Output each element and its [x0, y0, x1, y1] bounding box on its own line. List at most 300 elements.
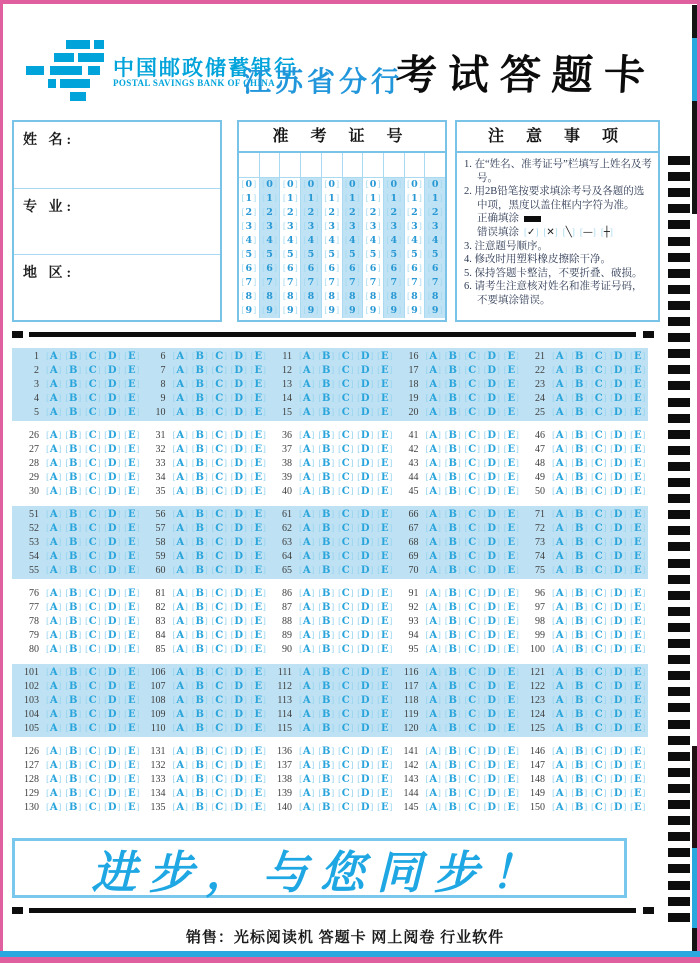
bubble-q66-E[interactable]: [E]	[503, 509, 519, 521]
bubble-q146-D[interactable]: [D]	[610, 746, 627, 758]
bubble-q49-B[interactable]: [B]	[571, 471, 588, 483]
bubble-q14-D[interactable]: [D]	[357, 392, 374, 404]
bubble-q29-C[interactable]: [C]	[84, 471, 101, 483]
bubble-q77-A[interactable]: [A]	[46, 602, 62, 614]
bubble-q71-A[interactable]: [A]	[552, 509, 568, 521]
ticket-digit-c10-0[interactable]: [0]	[427, 179, 443, 190]
bubble-q101-E[interactable]: [E]	[124, 667, 140, 679]
bubble-q126-C[interactable]: [C]	[84, 746, 101, 758]
bubble-q29-E[interactable]: [E]	[124, 471, 140, 483]
bubble-q148-E[interactable]: [E]	[630, 773, 646, 785]
bubble-q85-B[interactable]: [B]	[191, 643, 208, 655]
ticket-digit-c10-4[interactable]: [4]	[427, 235, 443, 246]
bubble-q16-D[interactable]: [D]	[483, 351, 500, 363]
bubble-q59-D[interactable]: [D]	[230, 550, 247, 562]
bubble-q64-A[interactable]: [A]	[299, 550, 315, 562]
bubble-q5-C[interactable]: [C]	[84, 406, 101, 418]
bubble-q60-C[interactable]: [C]	[211, 564, 228, 576]
bubble-q138-D[interactable]: [D]	[357, 773, 374, 785]
ticket-digit-c8-3[interactable]: [3]	[386, 221, 402, 232]
ticket-digit-c8-2[interactable]: [2]	[386, 207, 402, 218]
bubble-q29-D[interactable]: [D]	[104, 471, 121, 483]
bubble-q17-C[interactable]: [C]	[464, 365, 481, 377]
bubble-q93-D[interactable]: [D]	[483, 615, 500, 627]
ticket-digit-c5-7[interactable]: [7]	[324, 277, 340, 288]
bubble-q93-B[interactable]: [B]	[444, 615, 461, 627]
bubble-q87-A[interactable]: [A]	[299, 602, 315, 614]
bubble-q101-C[interactable]: [C]	[84, 667, 101, 679]
bubble-q19-E[interactable]: [E]	[503, 392, 519, 404]
bubble-q30-B[interactable]: [B]	[65, 485, 82, 497]
bubble-q51-E[interactable]: [E]	[124, 509, 140, 521]
bubble-q96-E[interactable]: [E]	[630, 588, 646, 600]
bubble-q67-B[interactable]: [B]	[444, 523, 461, 535]
bubble-q14-E[interactable]: [E]	[377, 392, 393, 404]
ticket-digit-c3-6[interactable]: [6]	[282, 263, 298, 274]
bubble-q60-A[interactable]: [A]	[172, 564, 188, 576]
bubble-q102-D[interactable]: [D]	[104, 681, 121, 693]
bubble-q110-E[interactable]: [E]	[250, 722, 266, 734]
bubble-q9-E[interactable]: [E]	[250, 392, 266, 404]
bubble-q133-E[interactable]: [E]	[250, 773, 266, 785]
bubble-q74-C[interactable]: [C]	[590, 550, 607, 562]
ticket-digit-c10-6[interactable]: [6]	[427, 263, 443, 274]
bubble-q140-E[interactable]: [E]	[377, 801, 393, 813]
bubble-q136-A[interactable]: [A]	[299, 746, 315, 758]
bubble-q84-C[interactable]: [C]	[211, 629, 228, 641]
ticket-digit-c10-2[interactable]: [2]	[427, 207, 443, 218]
bubble-q132-A[interactable]: [A]	[172, 760, 188, 772]
bubble-q11-B[interactable]: [B]	[318, 351, 335, 363]
bubble-q54-B[interactable]: [B]	[65, 550, 82, 562]
bubble-q7-A[interactable]: [A]	[172, 365, 188, 377]
bubble-q115-D[interactable]: [D]	[357, 722, 374, 734]
ticket-digit-c7-2[interactable]: [2]	[365, 207, 381, 218]
bubble-q70-E[interactable]: [E]	[503, 564, 519, 576]
bubble-q108-E[interactable]: [E]	[250, 694, 266, 706]
ticket-digit-c5-9[interactable]: [9]	[324, 305, 340, 316]
bubble-q40-D[interactable]: [D]	[357, 485, 374, 497]
bubble-q9-A[interactable]: [A]	[172, 392, 188, 404]
bubble-q16-C[interactable]: [C]	[464, 351, 481, 363]
bubble-q20-D[interactable]: [D]	[483, 406, 500, 418]
bubble-q39-D[interactable]: [D]	[357, 471, 374, 483]
bubble-q125-C[interactable]: [C]	[590, 722, 607, 734]
bubble-q40-B[interactable]: [B]	[318, 485, 335, 497]
bubble-q144-E[interactable]: [E]	[503, 787, 519, 799]
bubble-q34-B[interactable]: [B]	[191, 471, 208, 483]
bubble-q36-D[interactable]: [D]	[357, 430, 374, 442]
bubble-q40-A[interactable]: [A]	[299, 485, 315, 497]
ticket-digit-c1-6[interactable]: [6]	[241, 263, 257, 274]
bubble-q39-E[interactable]: [E]	[377, 471, 393, 483]
bubble-q22-C[interactable]: [C]	[590, 365, 607, 377]
bubble-q19-A[interactable]: [A]	[425, 392, 441, 404]
bubble-q8-C[interactable]: [C]	[211, 378, 228, 390]
bubble-q139-D[interactable]: [D]	[357, 787, 374, 799]
bubble-q42-B[interactable]: [B]	[444, 444, 461, 456]
bubble-q120-B[interactable]: [B]	[444, 722, 461, 734]
bubble-q126-E[interactable]: [E]	[124, 746, 140, 758]
bubble-q21-A[interactable]: [A]	[552, 351, 568, 363]
bubble-q135-B[interactable]: [B]	[191, 801, 208, 813]
bubble-q122-E[interactable]: [E]	[630, 681, 646, 693]
bubble-q52-B[interactable]: [B]	[65, 523, 82, 535]
bubble-q135-C[interactable]: [C]	[211, 801, 228, 813]
bubble-q36-A[interactable]: [A]	[299, 430, 315, 442]
bubble-q6-E[interactable]: [E]	[250, 351, 266, 363]
bubble-q145-E[interactable]: [E]	[503, 801, 519, 813]
bubble-q75-D[interactable]: [D]	[610, 564, 627, 576]
ticket-digit-c9-9[interactable]: [9]	[407, 305, 422, 316]
bubble-q64-B[interactable]: [B]	[318, 550, 335, 562]
bubble-q57-B[interactable]: [B]	[191, 523, 208, 535]
bubble-q123-D[interactable]: [D]	[610, 694, 627, 706]
bubble-q108-A[interactable]: [A]	[172, 694, 188, 706]
bubble-q94-A[interactable]: [A]	[425, 629, 441, 641]
bubble-q42-A[interactable]: [A]	[425, 444, 441, 456]
bubble-q21-D[interactable]: [D]	[610, 351, 627, 363]
bubble-q44-E[interactable]: [E]	[503, 471, 519, 483]
bubble-q46-C[interactable]: [C]	[590, 430, 607, 442]
bubble-q112-C[interactable]: [C]	[337, 681, 354, 693]
bubble-q130-B[interactable]: [B]	[65, 801, 82, 813]
bubble-q121-E[interactable]: [E]	[630, 667, 646, 679]
bubble-q109-C[interactable]: [C]	[211, 708, 228, 720]
ticket-digit-c2-6[interactable]: [6]	[262, 263, 277, 274]
bubble-q44-D[interactable]: [D]	[483, 471, 500, 483]
bubble-q81-B[interactable]: [B]	[191, 588, 208, 600]
bubble-q138-E[interactable]: [E]	[377, 773, 393, 785]
bubble-q6-C[interactable]: [C]	[211, 351, 228, 363]
bubble-q41-E[interactable]: [E]	[503, 430, 519, 442]
bubble-q81-E[interactable]: [E]	[250, 588, 266, 600]
ticket-digit-c7-4[interactable]: [4]	[365, 235, 381, 246]
bubble-q63-C[interactable]: [C]	[337, 536, 354, 548]
bubble-q95-C[interactable]: [C]	[464, 643, 481, 655]
ticket-digit-c1-9[interactable]: [9]	[241, 305, 257, 316]
bubble-q117-A[interactable]: [A]	[425, 681, 441, 693]
bubble-q106-C[interactable]: [C]	[211, 667, 228, 679]
bubble-q101-A[interactable]: [A]	[46, 667, 62, 679]
bubble-q72-C[interactable]: [C]	[590, 523, 607, 535]
bubble-q67-A[interactable]: [A]	[425, 523, 441, 535]
bubble-q125-A[interactable]: [A]	[552, 722, 568, 734]
bubble-q46-A[interactable]: [A]	[552, 430, 568, 442]
ticket-digit-c6-3[interactable]: [3]	[344, 221, 360, 232]
ticket-digit-c7-1[interactable]: [1]	[365, 193, 381, 204]
bubble-q50-D[interactable]: [D]	[610, 485, 627, 497]
bubble-q70-D[interactable]: [D]	[483, 564, 500, 576]
bubble-q52-A[interactable]: [A]	[46, 523, 62, 535]
bubble-q140-A[interactable]: [A]	[299, 801, 315, 813]
bubble-q63-D[interactable]: [D]	[357, 536, 374, 548]
bubble-q49-E[interactable]: [E]	[630, 471, 646, 483]
bubble-q99-D[interactable]: [D]	[610, 629, 627, 641]
bubble-q5-E[interactable]: [E]	[124, 406, 140, 418]
bubble-q115-B[interactable]: [B]	[318, 722, 335, 734]
bubble-q7-E[interactable]: [E]	[250, 365, 266, 377]
bubble-q33-C[interactable]: [C]	[211, 457, 228, 469]
bubble-q36-B[interactable]: [B]	[318, 430, 335, 442]
bubble-q123-B[interactable]: [B]	[571, 694, 588, 706]
bubble-q138-B[interactable]: [B]	[318, 773, 335, 785]
ticket-digit-c7-8[interactable]: [8]	[365, 291, 381, 302]
bubble-q16-E[interactable]: [E]	[503, 351, 519, 363]
bubble-q118-A[interactable]: [A]	[425, 694, 441, 706]
bubble-q80-D[interactable]: [D]	[104, 643, 121, 655]
bubble-q116-D[interactable]: [D]	[483, 667, 500, 679]
bubble-q61-B[interactable]: [B]	[318, 509, 335, 521]
bubble-q15-C[interactable]: [C]	[337, 406, 354, 418]
bubble-q29-A[interactable]: [A]	[46, 471, 62, 483]
bubble-q124-D[interactable]: [D]	[610, 708, 627, 720]
bubble-q134-B[interactable]: [B]	[191, 787, 208, 799]
bubble-q68-D[interactable]: [D]	[483, 536, 500, 548]
bubble-q50-E[interactable]: [E]	[630, 485, 646, 497]
bubble-q58-C[interactable]: [C]	[211, 536, 228, 548]
bubble-q30-E[interactable]: [E]	[124, 485, 140, 497]
bubble-q139-B[interactable]: [B]	[318, 787, 335, 799]
ticket-digit-c1-7[interactable]: [7]	[241, 277, 257, 288]
bubble-q53-A[interactable]: [A]	[46, 536, 62, 548]
bubble-q86-E[interactable]: [E]	[377, 588, 393, 600]
ticket-digit-c7-6[interactable]: [6]	[365, 263, 381, 274]
bubble-q14-C[interactable]: [C]	[337, 392, 354, 404]
ticket-digit-c1-3[interactable]: [3]	[241, 221, 257, 232]
bubble-q77-D[interactable]: [D]	[104, 602, 121, 614]
bubble-q30-D[interactable]: [D]	[104, 485, 121, 497]
bubble-q61-C[interactable]: [C]	[337, 509, 354, 521]
bubble-q11-A[interactable]: [A]	[299, 351, 315, 363]
bubble-q142-C[interactable]: [C]	[464, 760, 481, 772]
bubble-q37-A[interactable]: [A]	[299, 444, 315, 456]
bubble-q120-C[interactable]: [C]	[464, 722, 481, 734]
bubble-q74-A[interactable]: [A]	[552, 550, 568, 562]
bubble-q117-B[interactable]: [B]	[444, 681, 461, 693]
bubble-q88-D[interactable]: [D]	[357, 615, 374, 627]
bubble-q129-C[interactable]: [C]	[84, 787, 101, 799]
bubble-q90-B[interactable]: [B]	[318, 643, 335, 655]
ticket-digit-c3-4[interactable]: [4]	[282, 235, 298, 246]
bubble-q108-C[interactable]: [C]	[211, 694, 228, 706]
bubble-q80-B[interactable]: [B]	[65, 643, 82, 655]
bubble-q52-E[interactable]: [E]	[124, 523, 140, 535]
bubble-q133-B[interactable]: [B]	[191, 773, 208, 785]
bubble-q62-C[interactable]: [C]	[337, 523, 354, 535]
bubble-q19-C[interactable]: [C]	[464, 392, 481, 404]
bubble-q143-C[interactable]: [C]	[464, 773, 481, 785]
bubble-q65-A[interactable]: [A]	[299, 564, 315, 576]
bubble-q103-D[interactable]: [D]	[104, 694, 121, 706]
bubble-q1-B[interactable]: [B]	[65, 351, 82, 363]
bubble-q109-A[interactable]: [A]	[172, 708, 188, 720]
bubble-q147-D[interactable]: [D]	[610, 760, 627, 772]
bubble-q8-A[interactable]: [A]	[172, 378, 188, 390]
ticket-digit-c5-6[interactable]: [6]	[324, 263, 340, 274]
bubble-q118-D[interactable]: [D]	[483, 694, 500, 706]
bubble-q78-B[interactable]: [B]	[65, 615, 82, 627]
bubble-q43-D[interactable]: [D]	[483, 457, 500, 469]
bubble-q103-A[interactable]: [A]	[46, 694, 62, 706]
bubble-q60-D[interactable]: [D]	[230, 564, 247, 576]
bubble-q114-D[interactable]: [D]	[357, 708, 374, 720]
bubble-q148-A[interactable]: [A]	[552, 773, 568, 785]
bubble-q53-E[interactable]: [E]	[124, 536, 140, 548]
bubble-q83-E[interactable]: [E]	[250, 615, 266, 627]
bubble-q32-E[interactable]: [E]	[250, 444, 266, 456]
bubble-q79-C[interactable]: [C]	[84, 629, 101, 641]
ticket-write-cell-8[interactable]	[384, 153, 404, 178]
bubble-q18-A[interactable]: [A]	[425, 378, 441, 390]
bubble-q107-C[interactable]: [C]	[211, 681, 228, 693]
bubble-q77-B[interactable]: [B]	[65, 602, 82, 614]
bubble-q98-D[interactable]: [D]	[610, 615, 627, 627]
bubble-q38-C[interactable]: [C]	[337, 457, 354, 469]
bubble-q6-A[interactable]: [A]	[172, 351, 188, 363]
bubble-q32-B[interactable]: [B]	[191, 444, 208, 456]
bubble-q23-E[interactable]: [E]	[630, 378, 646, 390]
bubble-q142-A[interactable]: [A]	[425, 760, 441, 772]
ticket-digit-c4-9[interactable]: [9]	[303, 305, 319, 316]
bubble-q88-B[interactable]: [B]	[318, 615, 335, 627]
bubble-q126-B[interactable]: [B]	[65, 746, 82, 758]
bubble-q25-C[interactable]: [C]	[590, 406, 607, 418]
ticket-digit-c5-0[interactable]: [0]	[324, 179, 340, 190]
bubble-q150-A[interactable]: [A]	[552, 801, 568, 813]
bubble-q146-C[interactable]: [C]	[590, 746, 607, 758]
bubble-q127-C[interactable]: [C]	[84, 760, 101, 772]
bubble-q145-A[interactable]: [A]	[425, 801, 441, 813]
bubble-q10-B[interactable]: [B]	[191, 406, 208, 418]
ticket-digit-c9-7[interactable]: [7]	[407, 277, 422, 288]
bubble-q143-D[interactable]: [D]	[483, 773, 500, 785]
bubble-q18-D[interactable]: [D]	[483, 378, 500, 390]
bubble-q15-E[interactable]: [E]	[377, 406, 393, 418]
ticket-digit-c4-0[interactable]: [0]	[303, 179, 319, 190]
bubble-q82-C[interactable]: [C]	[211, 602, 228, 614]
bubble-q21-E[interactable]: [E]	[630, 351, 646, 363]
bubble-q9-C[interactable]: [C]	[211, 392, 228, 404]
bubble-q122-A[interactable]: [A]	[552, 681, 568, 693]
bubble-q31-E[interactable]: [E]	[250, 430, 266, 442]
bubble-q13-D[interactable]: [D]	[357, 378, 374, 390]
bubble-q62-B[interactable]: [B]	[318, 523, 335, 535]
ticket-digit-c9-2[interactable]: [2]	[407, 207, 422, 218]
ticket-digit-c9-4[interactable]: [4]	[407, 235, 422, 246]
ticket-digit-c5-8[interactable]: [8]	[324, 291, 340, 302]
bubble-q16-B[interactable]: [B]	[444, 351, 461, 363]
bubble-q54-C[interactable]: [C]	[84, 550, 101, 562]
bubble-q76-C[interactable]: [C]	[84, 588, 101, 600]
bubble-q61-D[interactable]: [D]	[357, 509, 374, 521]
bubble-q19-B[interactable]: [B]	[444, 392, 461, 404]
bubble-q118-B[interactable]: [B]	[444, 694, 461, 706]
bubble-q28-A[interactable]: [A]	[46, 457, 62, 469]
bubble-q75-C[interactable]: [C]	[590, 564, 607, 576]
bubble-q93-A[interactable]: [A]	[425, 615, 441, 627]
bubble-q28-E[interactable]: [E]	[124, 457, 140, 469]
ticket-digit-c5-1[interactable]: [1]	[324, 193, 340, 204]
bubble-q141-D[interactable]: [D]	[483, 746, 500, 758]
bubble-q26-D[interactable]: [D]	[104, 430, 121, 442]
ticket-digit-c6-0[interactable]: [0]	[344, 179, 360, 190]
bubble-q3-D[interactable]: [D]	[104, 378, 121, 390]
ticket-digit-c9-8[interactable]: [8]	[407, 291, 422, 302]
bubble-q6-B[interactable]: [B]	[191, 351, 208, 363]
bubble-q3-C[interactable]: [C]	[84, 378, 101, 390]
bubble-q149-C[interactable]: [C]	[590, 787, 607, 799]
bubble-q139-E[interactable]: [E]	[377, 787, 393, 799]
ticket-digit-c8-5[interactable]: [5]	[386, 249, 402, 260]
bubble-q91-A[interactable]: [A]	[425, 588, 441, 600]
bubble-q101-D[interactable]: [D]	[104, 667, 121, 679]
ticket-digit-c10-9[interactable]: [9]	[427, 305, 443, 316]
bubble-q34-C[interactable]: [C]	[211, 471, 228, 483]
ticket-digit-c5-5[interactable]: [5]	[324, 249, 340, 260]
bubble-q67-E[interactable]: [E]	[503, 523, 519, 535]
bubble-q92-B[interactable]: [B]	[444, 602, 461, 614]
bubble-q150-E[interactable]: [E]	[630, 801, 646, 813]
bubble-q112-D[interactable]: [D]	[357, 681, 374, 693]
bubble-q41-B[interactable]: [B]	[444, 430, 461, 442]
bubble-q97-E[interactable]: [E]	[630, 602, 646, 614]
bubble-q122-C[interactable]: [C]	[590, 681, 607, 693]
name-field[interactable]	[14, 122, 220, 188]
bubble-q81-A[interactable]: [A]	[172, 588, 188, 600]
bubble-q70-C[interactable]: [C]	[464, 564, 481, 576]
bubble-q83-C[interactable]: [C]	[211, 615, 228, 627]
ticket-digit-c4-5[interactable]: [5]	[303, 249, 319, 260]
bubble-q73-B[interactable]: [B]	[571, 536, 588, 548]
ticket-digit-c1-0[interactable]: [0]	[241, 179, 257, 190]
bubble-q47-A[interactable]: [A]	[552, 444, 568, 456]
bubble-q73-A[interactable]: [A]	[552, 536, 568, 548]
bubble-q60-E[interactable]: [E]	[250, 564, 266, 576]
bubble-q34-A[interactable]: [A]	[172, 471, 188, 483]
bubble-q98-A[interactable]: [A]	[552, 615, 568, 627]
bubble-q34-D[interactable]: [D]	[230, 471, 247, 483]
bubble-q5-D[interactable]: [D]	[104, 406, 121, 418]
bubble-q135-A[interactable]: [A]	[172, 801, 188, 813]
ticket-digit-c8-8[interactable]: [8]	[386, 291, 402, 302]
bubble-q48-B[interactable]: [B]	[571, 457, 588, 469]
ticket-digit-c10-1[interactable]: [1]	[427, 193, 443, 204]
bubble-q97-B[interactable]: [B]	[571, 602, 588, 614]
bubble-q105-E[interactable]: [E]	[124, 722, 140, 734]
bubble-q27-C[interactable]: [C]	[84, 444, 101, 456]
bubble-q109-B[interactable]: [B]	[191, 708, 208, 720]
bubble-q78-D[interactable]: [D]	[104, 615, 121, 627]
bubble-q79-A[interactable]: [A]	[46, 629, 62, 641]
major-field[interactable]	[14, 188, 220, 254]
bubble-q148-C[interactable]: [C]	[590, 773, 607, 785]
ticket-digit-c4-2[interactable]: [2]	[303, 207, 319, 218]
bubble-q136-C[interactable]: [C]	[337, 746, 354, 758]
bubble-q119-D[interactable]: [D]	[483, 708, 500, 720]
bubble-q85-D[interactable]: [D]	[230, 643, 247, 655]
bubble-q102-E[interactable]: [E]	[124, 681, 140, 693]
ticket-digit-c2-1[interactable]: [1]	[262, 193, 277, 204]
bubble-q84-D[interactable]: [D]	[230, 629, 247, 641]
bubble-q84-B[interactable]: [B]	[191, 629, 208, 641]
bubble-q122-D[interactable]: [D]	[610, 681, 627, 693]
bubble-q89-C[interactable]: [C]	[337, 629, 354, 641]
bubble-q3-A[interactable]: [A]	[46, 378, 62, 390]
bubble-q122-B[interactable]: [B]	[571, 681, 588, 693]
bubble-q133-A[interactable]: [A]	[172, 773, 188, 785]
bubble-q55-E[interactable]: [E]	[124, 564, 140, 576]
